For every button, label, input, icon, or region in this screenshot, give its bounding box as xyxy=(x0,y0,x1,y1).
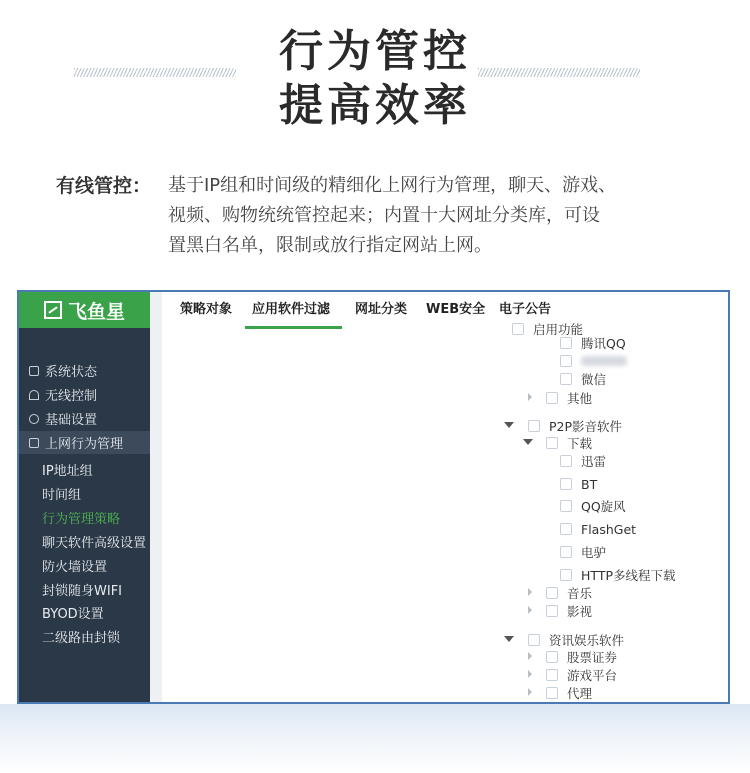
tree-item-label: 游戏平台 xyxy=(567,668,618,683)
tree-item-p2p[interactable] xyxy=(528,417,622,435)
checkbox[interactable] xyxy=(546,605,558,617)
tree-item-label: 影视 xyxy=(567,604,593,619)
logo xyxy=(19,292,150,328)
description-line: 置黑白名单，限制或放行指定网站上网。 xyxy=(168,235,492,256)
sidebar-item-label: 无线控制 xyxy=(45,389,98,404)
tab-policy-objects[interactable]: 策略对象 xyxy=(180,302,233,317)
description-text xyxy=(168,171,668,261)
tree-item-label: 音乐 xyxy=(567,586,593,601)
tree-item-label: 代理 xyxy=(567,686,593,701)
sidebar xyxy=(19,292,150,702)
tree-item-download[interactable] xyxy=(546,434,592,452)
sidebar-item-label: 系统状态 xyxy=(45,365,98,380)
tree-item-xunlei[interactable] xyxy=(560,452,606,470)
logo-text: 飞鱼星 xyxy=(67,300,125,323)
description-line: 视频、购物统统管控起来；内置十大网址分类库，可设 xyxy=(168,205,600,226)
checkbox[interactable] xyxy=(546,687,558,699)
expand-arrow-icon[interactable] xyxy=(528,606,532,614)
expand-arrow-icon[interactable] xyxy=(528,588,532,596)
active-tab-indicator xyxy=(245,326,342,329)
tree-item-label: BT xyxy=(581,476,598,492)
sidebar-subitem-secondary-router[interactable]: 二级路由封锁 xyxy=(42,630,121,646)
sidebar-subitem-byod[interactable]: BYOD设置 xyxy=(42,606,104,622)
tree-item-flashget[interactable] xyxy=(560,520,636,538)
collapse-arrow-icon[interactable] xyxy=(523,439,533,445)
checkbox[interactable] xyxy=(546,587,558,599)
gear-icon xyxy=(29,414,39,424)
tree-item-label: FlashGet xyxy=(581,521,637,537)
tree-item-label: 启用功能 xyxy=(533,322,584,337)
expand-arrow-icon[interactable] xyxy=(528,688,532,696)
tree-item-wechat[interactable] xyxy=(560,370,606,388)
hero-title-line1: 行为管控 xyxy=(279,26,471,77)
tab-app-filter[interactable]: 应用软件过滤 xyxy=(252,302,331,317)
shield-icon xyxy=(29,366,39,376)
description-label: 有线管控： xyxy=(56,175,152,197)
content-gutter xyxy=(150,292,162,702)
tree-item-label: 腾讯QQ xyxy=(581,336,626,351)
tab-url-category[interactable]: 网址分类 xyxy=(355,302,408,317)
tree-item-label: 微信 xyxy=(581,372,607,387)
checkbox[interactable] xyxy=(560,523,572,535)
checkbox[interactable] xyxy=(546,669,558,681)
tab-web-security[interactable]: WEB安全 xyxy=(426,302,486,317)
expand-arrow-icon[interactable] xyxy=(528,393,532,401)
tree-item-game-platform[interactable] xyxy=(546,666,617,684)
tree-item-qqxuanfeng[interactable] xyxy=(560,497,626,515)
checkbox[interactable] xyxy=(560,546,572,558)
tree-item-bt[interactable] xyxy=(560,475,597,493)
checkbox[interactable] xyxy=(528,634,540,646)
logo-icon xyxy=(44,301,62,319)
app-window xyxy=(17,290,730,704)
decorative-bottom-glow xyxy=(0,704,750,773)
sidebar-subitem-ip-group[interactable]: IP地址组 xyxy=(42,463,93,479)
tree-item-label: HTTP多线程下载 xyxy=(581,568,676,583)
decorative-hatch-left xyxy=(74,68,236,77)
checkbox[interactable] xyxy=(546,437,558,449)
sidebar-subitem-firewall[interactable]: 防火墙设置 xyxy=(42,559,108,575)
sidebar-subitem-time-group[interactable]: 时间组 xyxy=(42,487,82,503)
blurred-label xyxy=(581,356,627,366)
sidebar-subitem-block-portable-wifi[interactable]: 封锁随身WIFI xyxy=(42,583,122,599)
checkbox[interactable] xyxy=(560,355,572,367)
checkbox[interactable] xyxy=(546,651,558,663)
tree-item-other[interactable] xyxy=(546,389,592,407)
checkbox[interactable] xyxy=(512,323,524,335)
collapse-arrow-icon[interactable] xyxy=(504,636,514,642)
sidebar-subitem-chat-advanced[interactable]: 聊天软件高级设置 xyxy=(42,535,147,551)
checkbox[interactable] xyxy=(560,569,572,581)
expand-arrow-icon[interactable] xyxy=(528,652,532,660)
tree-item-music[interactable] xyxy=(546,584,592,602)
sidebar-item-behavior-management[interactable] xyxy=(19,431,150,454)
tree-item-label: P2P影音软件 xyxy=(549,419,623,434)
checkbox[interactable] xyxy=(528,420,540,432)
monitor-icon xyxy=(29,438,39,448)
tree-item-blurred[interactable] xyxy=(560,352,627,370)
tree-item-proxy[interactable] xyxy=(546,684,592,702)
tree-item-qq[interactable] xyxy=(560,334,626,352)
wifi-icon xyxy=(29,390,39,400)
sidebar-item-label: 基础设置 xyxy=(45,413,98,428)
sidebar-item-system-status[interactable] xyxy=(19,359,150,382)
checkbox[interactable] xyxy=(560,455,572,467)
description-line: 基于IP组和时间级的精细化上网行为管理，聊天、游戏、 xyxy=(168,175,617,196)
tree-item-news[interactable] xyxy=(528,631,624,649)
sidebar-item-wireless[interactable] xyxy=(19,383,150,406)
checkbox[interactable] xyxy=(560,337,572,349)
hero-title-line2: 提高效率 xyxy=(279,80,471,131)
checkbox[interactable] xyxy=(560,373,572,385)
sidebar-subitem-behavior-policy[interactable]: 行为管理策略 xyxy=(42,511,121,527)
tree-item-label: 下载 xyxy=(567,436,593,451)
checkbox[interactable] xyxy=(560,500,572,512)
tree-item-http-multithread[interactable] xyxy=(560,566,676,584)
checkbox[interactable] xyxy=(546,392,558,404)
decorative-hatch-right xyxy=(478,68,640,77)
expand-arrow-icon[interactable] xyxy=(528,670,532,678)
tree-item-stocks[interactable] xyxy=(546,648,617,666)
collapse-arrow-icon[interactable] xyxy=(504,422,514,428)
tree-item-label: QQ旋风 xyxy=(581,499,626,514)
sidebar-item-basic-settings[interactable] xyxy=(19,407,150,430)
tree-item-label: 资讯娱乐软件 xyxy=(549,633,625,648)
tree-item-label: 股票证券 xyxy=(567,650,618,665)
tree-item-emule[interactable] xyxy=(560,543,606,561)
tree-item-video[interactable] xyxy=(546,602,592,620)
sidebar-item-label: 上网行为管理 xyxy=(45,437,124,452)
tab-bulletin[interactable]: 电子公告 xyxy=(499,302,552,317)
tree-item-label: 迅雷 xyxy=(581,454,607,469)
tree-item-label: 电驴 xyxy=(581,545,607,560)
tree-item-label: 其他 xyxy=(567,391,593,406)
checkbox[interactable] xyxy=(560,478,572,490)
